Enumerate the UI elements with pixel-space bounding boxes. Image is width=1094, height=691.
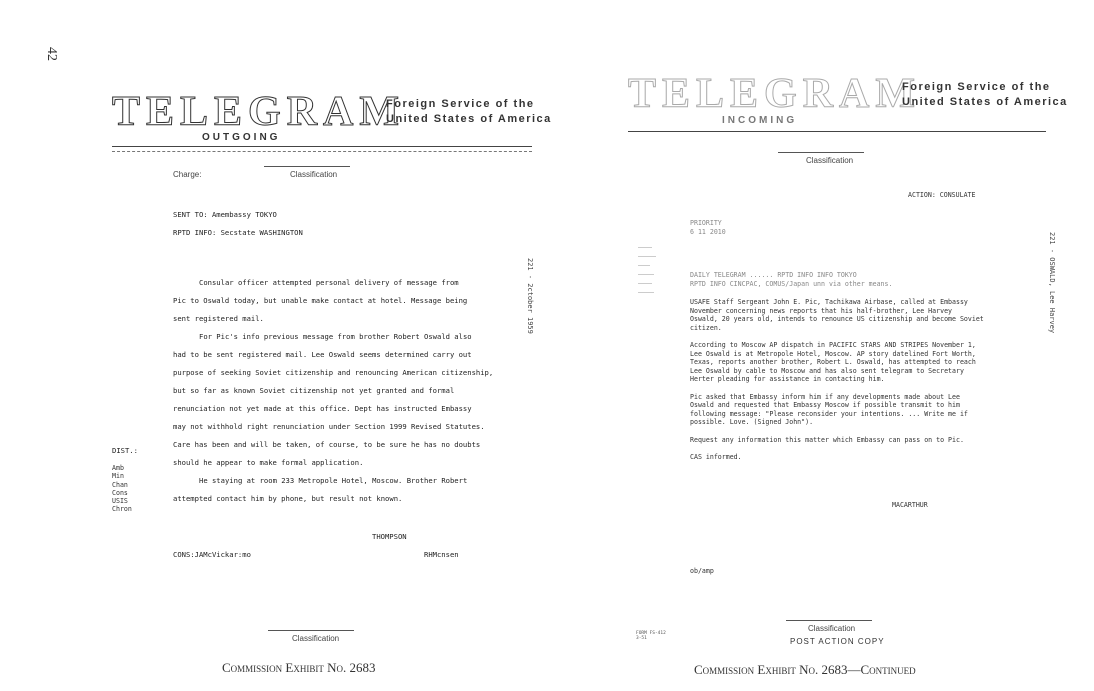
body-line: November concerning news reports that his half-brother, Lee Harvey: [690, 306, 953, 315]
body-line: According to Moscow AP dispatch in PACIFIC STARS AND STRIPES November 1,: [690, 340, 976, 349]
header-line: RPTD INFO CINCPAC, COMUS/Japan unn via other means.: [690, 279, 893, 288]
service-line-2: United States of America: [386, 113, 552, 125]
message-body-left: [173, 274, 523, 508]
direction-label-right: INCOMING: [722, 115, 798, 126]
body-line: sent registered mail.: [173, 314, 264, 323]
classification-bottom-left: Classification: [292, 634, 340, 643]
body-line: USAFE Staff Sergeant John E. Pic, Tachikawa Airbase, called at Embassy: [690, 298, 968, 306]
body-line: Care has been and will be taken, of course, to be sure he has no doubts: [173, 440, 481, 449]
classification-rule-bottom-right: [786, 620, 872, 621]
dist-item: Chan: [112, 480, 128, 489]
direction-label-left: OUTGOING: [202, 132, 281, 143]
body-line: purpose of seeking Soviet citizenship and renouncing American citizenship,: [173, 368, 494, 377]
body-line: renunciation not yet made at this office. Dept has instructed Embassy: [173, 404, 472, 413]
clearance-initials: RHMcnsen: [424, 550, 459, 559]
body-line: following message: "Please reconsider your intentions. ... Write me if: [690, 409, 968, 418]
priority-label: PRIORITY: [690, 219, 722, 227]
body-line: Oswald, 20 years old, intends to renounce US citizenship and become Soviet: [690, 315, 984, 324]
telegram-logo-left: TELEGRAM: [112, 89, 406, 135]
distribution-list: [112, 464, 132, 514]
body-line: [690, 444, 1040, 453]
message-body-right: [690, 298, 1040, 461]
header-line: DAILY TELEGRAM ...... RPTD INFO INFO TOKYO: [690, 271, 857, 279]
initials-right: ob/amp: [690, 567, 714, 575]
signature-left: THOMPSON: [372, 532, 407, 541]
body-line: attempted contact him by phone, but result not known.: [173, 494, 403, 503]
body-line: Oswald and requested that Embassy Moscow if possible transmit to him: [690, 401, 960, 410]
form-code: [636, 631, 666, 641]
priority-date: 6 11 2010: [690, 227, 726, 236]
form-code-line: 3-51: [636, 636, 647, 641]
body-line: may not withhold right renunciation under Section 1999 Revised Statutes.: [173, 422, 485, 431]
dist-item: Min: [112, 472, 124, 481]
body-line: Texas, reports another brother, Robert L. Oswald, has attempted to reach: [690, 358, 976, 367]
classification-bottom-right: Classification: [808, 624, 856, 633]
classification-rule-bottom-left: [268, 630, 354, 631]
routing-marks: [638, 247, 658, 301]
charge-label: Charge:: [173, 170, 202, 179]
body-line: Lee Oswald by cable to Moscow and has also sent telegram to Secretary: [690, 366, 964, 375]
body-line: [690, 332, 1040, 341]
body-line: For Pic's info previous message from brother Robert Oswald also: [199, 332, 472, 341]
exhibit-caption-left: Commission Exhibit No. 2683: [222, 660, 376, 675]
telegram-logo-right: TELEGRAM: [628, 71, 922, 117]
service-line-2: United States of America: [902, 96, 1068, 108]
service-heading-right: [902, 80, 1068, 110]
dist-item: Chron: [112, 505, 132, 514]
exhibit-caption-right: Commission Exhibit No. 2683—Continued: [694, 662, 916, 677]
dist-item: Cons: [112, 488, 128, 497]
body-line: Pic to Oswald today, but unable make contact at hotel. Message being: [173, 296, 468, 305]
body-line: but so far as known Soviet citizenship not yet granted and formal: [173, 386, 455, 395]
header-rule-left-2: [112, 151, 532, 152]
classification-top-left: Classification: [290, 170, 338, 179]
rptd-info-line: RPTD INFO: Secstate WASHINGTON: [173, 228, 303, 237]
body-line: should he appear to make formal application.: [173, 458, 364, 467]
header-rule-left: [112, 146, 532, 147]
dist-item: Amb: [112, 464, 124, 472]
body-line: had to be sent registered mail. Lee Oswald seems determined carry out: [173, 350, 472, 359]
form-code-line: FORM FS-412: [636, 631, 666, 636]
dist-label: DIST.:: [112, 446, 138, 455]
body-line: Request any information this matter which Embassy can pass on to Pic.: [690, 435, 964, 444]
service-heading-left: [386, 97, 552, 127]
body-line: CAS informed.: [690, 452, 742, 461]
body-line: He staying at room 233 Metropole Hotel, Moscow. Brother Robert: [199, 476, 468, 485]
service-line-1: Foreign Service of the: [902, 81, 1051, 93]
page-number: 42: [44, 47, 59, 61]
body-line: [690, 427, 1040, 436]
body-line: Consular officer attempted personal delivery of message from: [199, 278, 459, 287]
body-line: possible. Love. (Signed John").: [690, 418, 814, 427]
body-line: [690, 384, 1040, 393]
margin-file-mark-left: 221 - 2ctober 1959: [526, 258, 534, 334]
body-line: Lee Oswald is at Metropole Hotel, Moscow. AP story datelined Fort Worth,: [690, 349, 976, 358]
signature-right: MACARTHUR: [892, 501, 928, 509]
classification-rule-top-left: [264, 166, 350, 167]
body-line: Herter pleading for assistance in contacting him.: [690, 375, 885, 384]
body-line: citizen.: [690, 323, 722, 332]
header-rule-right: [628, 131, 1046, 132]
body-line: Pic asked that Embassy inform him if any developments made about Lee: [690, 392, 960, 401]
margin-file-mark-right: 221 - OSWALD, Lee Harvey: [1048, 232, 1056, 334]
action-line: ACTION: CONSULATE: [908, 191, 976, 199]
priority-block: [690, 219, 726, 236]
post-action-label: POST ACTION COPY: [790, 637, 885, 646]
dist-item: USIS: [112, 497, 128, 506]
service-line-1: Foreign Service of the: [386, 98, 535, 110]
drafter-line: CONS:JAMcVickar:mo: [173, 550, 251, 559]
header-lines-right: [690, 271, 892, 288]
classification-top-right: Classification: [806, 156, 854, 165]
classification-rule-top-right: [778, 152, 864, 153]
sent-to-line: SENT TO: Amembassy TOKYO: [173, 210, 277, 219]
